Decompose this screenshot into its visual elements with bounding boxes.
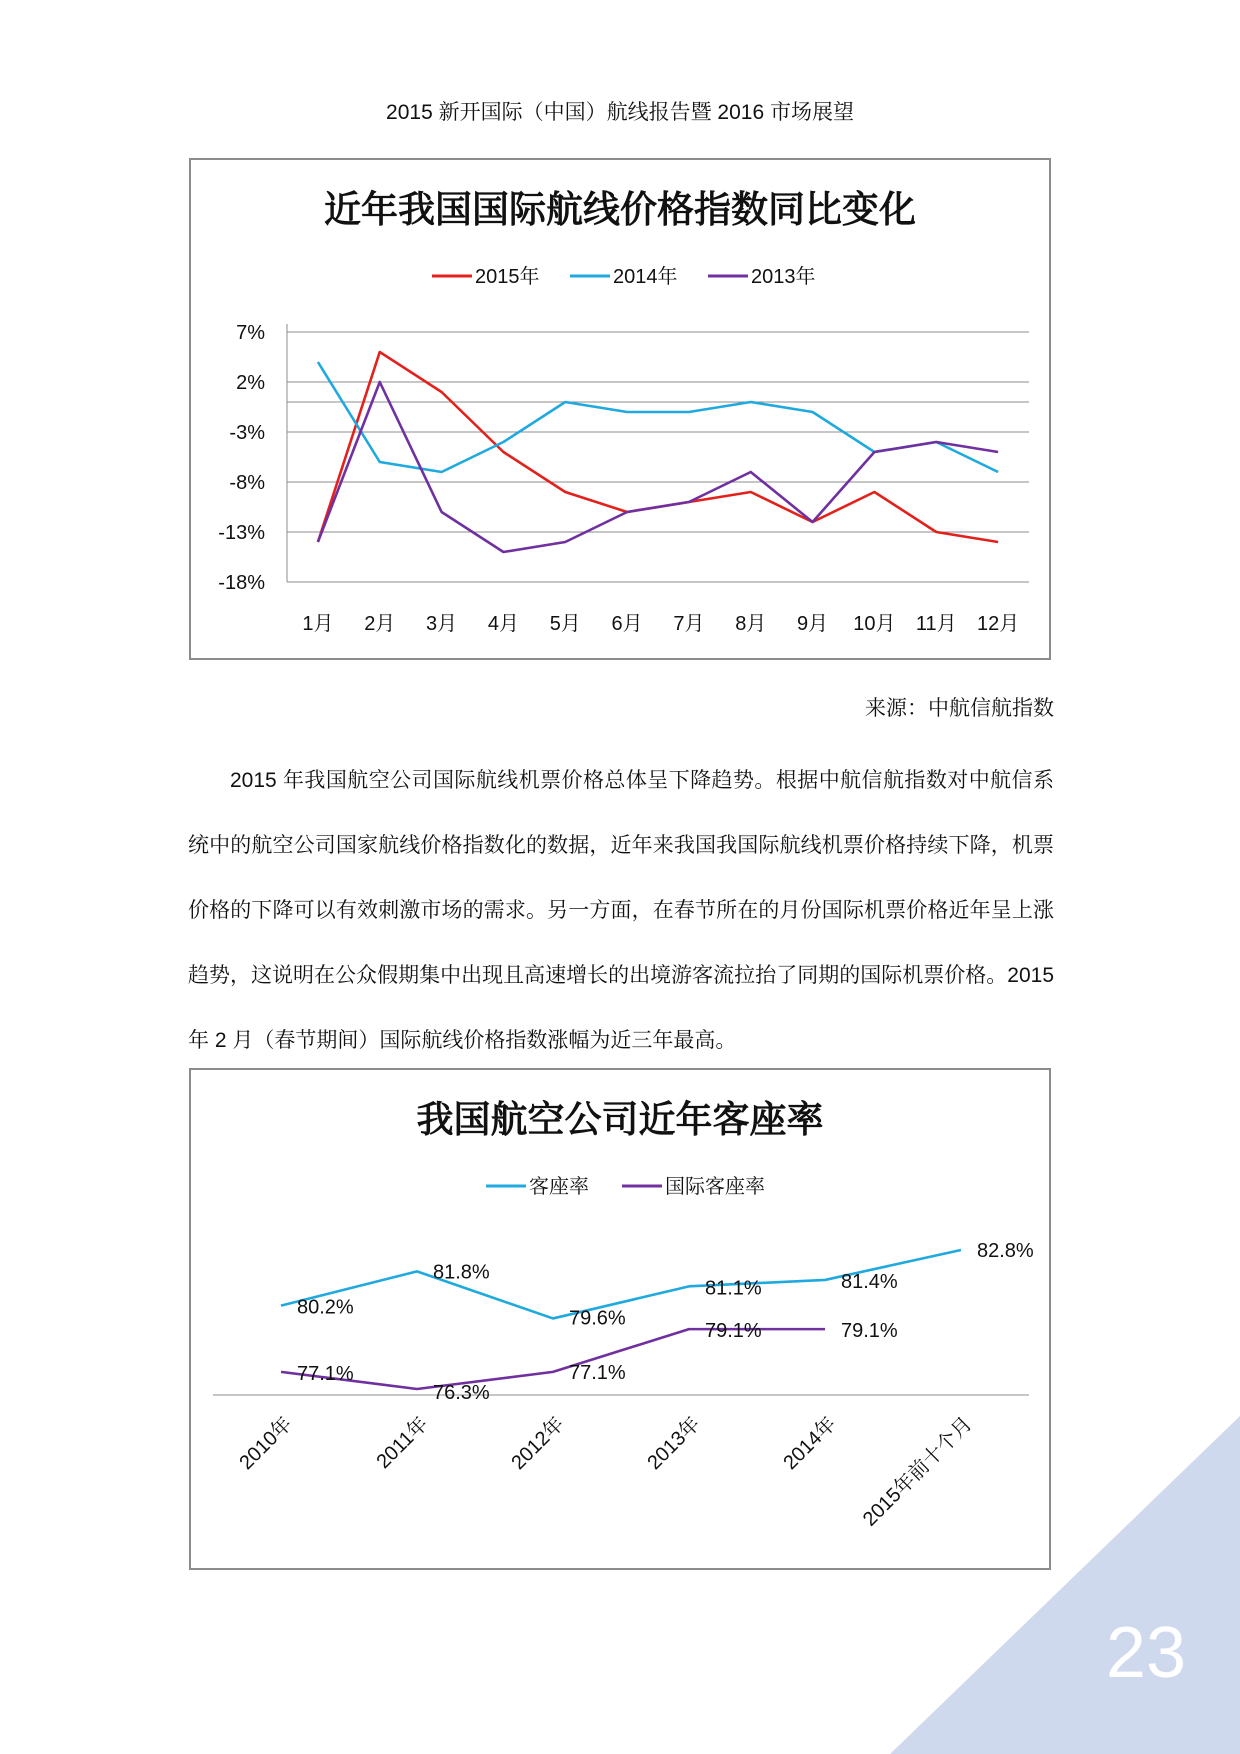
data-label: 76.3% [433,1382,490,1404]
body-paragraph: 2015 年我国航空公司国际航线机票价格总体呈下降趋势。根据中航信航指数对中航信系统中的航空公司国家航线价格指数化的数据，近年来我国我国际航线机票价格持续下降，机票价格的下降可以有效刺激市场的需求。另一方面，在春节所在的月份国际机票价格近年呈上涨趋势，这说明在公众假期集中出现且高速增长的出境游客流拉抬了同期的国际机票价格。2015 年 2 月（春节期间）国际航线价格指数涨幅为近三年最高。 [188,769,1054,1052]
legend-label: 客座率 [529,1176,589,1198]
y-tick-label: -3% [229,422,265,444]
data-label: 80.2% [297,1296,354,1319]
x-tick-label: 2010年 [235,1412,297,1475]
legend-item [622,1175,765,1198]
data-label: 77.1% [569,1361,626,1384]
y-tick-label: -18% [218,572,265,594]
page-header-title: 2015 新开国际（中国）航线报告暨 2016 市场展望 [386,101,854,124]
x-tick-label: 4月 [487,613,519,635]
data-label: 79.1% [705,1320,762,1343]
x-tick-label: 12月 [976,613,1020,635]
x-tick-label: 1月 [302,613,334,635]
x-tick-label: 8月 [735,613,767,635]
x-tick-label: 10月 [853,613,896,635]
x-tick-label: 6月 [611,613,643,635]
x-tick-label: 2015年前十个月 [858,1412,977,1531]
data-label: 82.8% [977,1240,1034,1262]
chart-title: 我国航空公司近年客座率 [416,1099,824,1140]
series-line [318,352,998,542]
x-tick-label: 2014年 [779,1412,841,1475]
data-label: 81.4% [841,1270,898,1293]
data-label: 79.1% [841,1320,898,1343]
x-tick-label: 2012年 [507,1412,569,1475]
y-tick-label: 7% [236,322,265,344]
page-number: 23 [1105,1613,1186,1693]
legend-item [432,265,540,288]
data-label: 79.6% [569,1307,626,1330]
data-label: 81.8% [433,1261,490,1284]
legend-item [570,265,678,288]
legend-label: 2014年 [613,266,678,288]
x-tick-label: 9月 [797,613,829,635]
x-tick-label: 2011年 [372,1412,433,1474]
x-tick-label: 2013年 [643,1412,705,1475]
x-tick-label: 11月 [915,613,957,635]
x-tick-label: 5月 [549,613,581,635]
chart-source-note: 来源：中航信航指数 [865,697,1054,720]
data-label: 81.1% [705,1277,762,1300]
x-tick-label: 7月 [673,613,705,635]
legend-item [486,1175,589,1198]
corner-decoration [890,1416,1240,1754]
x-tick-label: 2月 [364,613,396,635]
legend-label: 2015年 [475,266,540,288]
y-tick-label: 2% [236,372,265,394]
x-tick-label: 3月 [426,613,458,635]
y-tick-label: -13% [218,522,265,544]
legend-label: 国际客座率 [665,1176,765,1198]
price-index-chart [189,158,1051,660]
data-label: 77.1% [297,1362,354,1385]
legend-item [708,265,816,288]
y-tick-label: -8% [229,472,265,494]
series-line [318,382,998,552]
legend-label: 2013年 [751,266,816,288]
chart-title: 近年我国国际航线价格指数同比变化 [324,189,916,230]
